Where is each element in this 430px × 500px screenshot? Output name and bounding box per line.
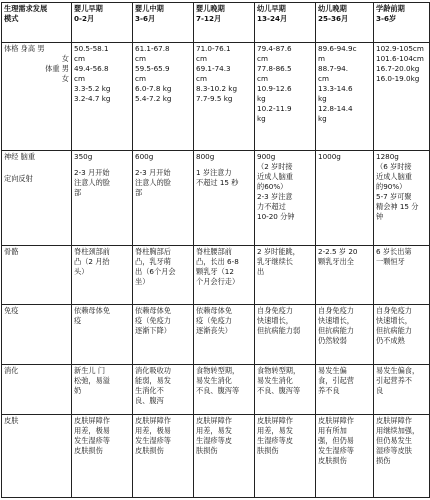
- data-cell: [133, 151, 194, 246]
- cell-line: 10.2-11.9: [257, 104, 292, 114]
- cell-line: 350g: [74, 152, 93, 162]
- cell-line: 易发生偏食，: [376, 365, 420, 375]
- corner-header-cell: [2, 3, 72, 43]
- stage-name: 婴儿中期: [135, 4, 164, 13]
- cell-line: 逐渐下降）: [135, 326, 171, 336]
- cell-line: 良: [376, 385, 384, 395]
- data-cell: [374, 364, 430, 415]
- cell-line: 800g: [196, 152, 215, 162]
- cell-line: 免疫: [4, 306, 19, 316]
- cell-line: 引起营养不: [376, 375, 412, 385]
- cell-line: cm: [257, 74, 268, 84]
- cell-line: 8.3-10.2 kg: [196, 84, 238, 94]
- cell-line: 皮肤屏障作: [257, 416, 293, 426]
- cell-line: 用有所加: [318, 426, 347, 436]
- cell-line: 3.3-5.2 kg: [74, 84, 111, 94]
- cell-line: 皮肤屏障作: [318, 416, 354, 426]
- cell-line: 89.6-94.9c: [318, 44, 357, 54]
- cell-line: 疫（免疫力: [135, 316, 171, 326]
- cell-line: 3.2-4.7 kg: [74, 94, 111, 104]
- cell-line: 88.7-94.: [318, 64, 349, 74]
- cell-line: 定向反射: [4, 174, 33, 184]
- cell-line: 注意人的脸: [135, 178, 171, 188]
- table-row: [2, 415, 430, 498]
- cell-line: 13.3-14.6: [318, 84, 353, 94]
- stage-name: 婴儿晚期: [196, 4, 225, 13]
- row-label-cell: [2, 364, 72, 415]
- cell-line: 发生湿疹等: [318, 446, 354, 456]
- cell-line: 皮肤损伤: [318, 456, 347, 466]
- cell-line: 自身免疫力: [376, 306, 412, 316]
- cell-line: 神经 脑重: [4, 152, 36, 162]
- cell-line: 疫（免疫力: [196, 316, 232, 326]
- cell-line: 仍然较弱: [318, 336, 347, 346]
- cell-line: 但抗病能力弱: [257, 326, 301, 336]
- cell-line: 奶: [74, 385, 82, 395]
- data-cell: [255, 364, 316, 415]
- cell-line: 依赖母体免: [135, 306, 171, 316]
- cell-line: 近成人脑重: [376, 172, 412, 182]
- cell-line: 近成人脑重: [257, 172, 293, 182]
- data-cell: [374, 43, 430, 151]
- cell-line: 1000g: [318, 152, 341, 162]
- data-cell: [194, 305, 255, 364]
- cell-line: 能弱，易发: [135, 375, 171, 385]
- data-cell: [316, 364, 374, 415]
- cell-line: m: [318, 54, 326, 64]
- cell-line: 消化吸收功: [135, 365, 171, 375]
- data-cell: [255, 43, 316, 151]
- cell-line: 坐）: [135, 277, 150, 287]
- data-cell: [316, 246, 374, 305]
- table-row: [2, 151, 430, 246]
- cell-line: 疫: [74, 316, 82, 326]
- cell-line: 生理需求发展: [4, 4, 48, 13]
- cell-line: 5-7 岁可聚: [376, 192, 412, 202]
- cell-line: kg: [318, 114, 327, 124]
- cell-line: 食，引起营: [318, 375, 354, 385]
- cell-line: 注意人的脸: [74, 178, 110, 188]
- cell-line: 易发生偏: [318, 365, 347, 375]
- cell-line: 个月会行走）: [196, 277, 240, 287]
- cell-line: 自身免疫力: [257, 306, 293, 316]
- cell-line: 精会神 15 分: [376, 202, 419, 212]
- cell-line: kg: [257, 114, 266, 124]
- cell-line: 不超过 15 秒: [196, 178, 239, 188]
- cell-line: 5.4-7.2 kg: [135, 94, 172, 104]
- cell-line: 2-3 月开始: [74, 168, 110, 178]
- table-row: [2, 246, 430, 305]
- data-cell: [133, 364, 194, 415]
- cell-line: cm: [135, 54, 146, 64]
- data-cell: [133, 246, 194, 305]
- stage-name: 学龄前期: [376, 4, 405, 13]
- cell-line: 体重 男: [45, 64, 69, 74]
- data-cell: [72, 364, 133, 415]
- cell-line: 力不超过: [257, 202, 286, 212]
- cell-line: 不良、腹泻等: [257, 385, 301, 395]
- cell-line: 皮肤: [4, 416, 19, 426]
- data-cell: [133, 305, 194, 364]
- cell-line: 依赖母体免: [196, 306, 232, 316]
- cell-line: 脊柱胸部后: [135, 247, 171, 257]
- cell-line: 体格 身高 男: [4, 44, 45, 54]
- cell-line: 女: [61, 74, 69, 84]
- cell-line: 用差，极易: [74, 426, 110, 436]
- cell-line: 仍不成熟: [376, 336, 405, 346]
- data-cell: [255, 151, 316, 246]
- cell-line: 皮肤屏障作: [376, 416, 412, 426]
- row-label-cell: [2, 151, 72, 246]
- data-cell: [316, 415, 374, 498]
- cell-line: 良、腹泻: [135, 395, 164, 405]
- stage-name: 幼儿早期: [257, 4, 286, 13]
- cell-line: 2-2.5 岁 20: [318, 247, 358, 257]
- cell-line: 模式: [4, 14, 19, 23]
- cell-line: 生消化不: [135, 385, 164, 395]
- cell-line: 发生湿疹等: [74, 436, 110, 446]
- cell-line: cm: [196, 54, 207, 64]
- cell-line: 2-3 月开始: [135, 168, 171, 178]
- data-cell: [133, 43, 194, 151]
- data-cell: [194, 43, 255, 151]
- data-cell: [316, 305, 374, 364]
- cell-line: 养不良: [318, 385, 340, 395]
- cell-line: 消化: [4, 365, 19, 375]
- data-cell: [194, 364, 255, 415]
- row-label-cell: [2, 43, 72, 151]
- cell-line: 用差，易发: [257, 426, 293, 436]
- cell-line: 颗乳牙（12: [196, 267, 234, 277]
- cell-line: 生湿疹等皮: [257, 436, 293, 446]
- cell-line: 但抗病能力: [318, 326, 354, 336]
- data-cell: [316, 43, 374, 151]
- cell-line: 7.7-9.5 kg: [196, 94, 233, 104]
- stage-header-cell: [72, 3, 133, 43]
- cell-line: kg: [257, 94, 266, 104]
- stage-age-range: 7-12月: [196, 14, 222, 23]
- cell-line: 肤损伤: [257, 446, 279, 456]
- data-cell: [374, 305, 430, 364]
- cell-line: 肤损伤: [196, 446, 218, 456]
- cell-line: 2 岁时能跳，: [257, 247, 300, 257]
- cell-line: 但仍易发生: [376, 436, 412, 446]
- cell-line: 10-20 分钟: [257, 212, 295, 222]
- cell-line: 59.5-65.9: [135, 64, 170, 74]
- data-cell: [255, 415, 316, 498]
- cell-line: 的60%）: [257, 182, 288, 192]
- cell-line: 16.7-20.0kg: [376, 64, 420, 74]
- cell-line: 2-3 岁注意: [257, 192, 293, 202]
- data-cell: [374, 246, 430, 305]
- stage-header-cell: [374, 3, 430, 43]
- cell-line: kg: [318, 94, 327, 104]
- cell-line: 食物转型期，: [257, 365, 301, 375]
- cell-line: 101.6-104cm: [376, 54, 424, 64]
- cell-line: 脊柱腰部前: [196, 247, 232, 257]
- cell-line: 900g: [257, 152, 276, 162]
- stage-age-range: 25-36月: [318, 14, 349, 23]
- development-table: [1, 2, 430, 498]
- cell-line: 颗乳牙出全: [318, 257, 354, 267]
- data-cell: [374, 151, 430, 246]
- cell-line: 600g: [135, 152, 154, 162]
- data-cell: [72, 415, 133, 498]
- cell-line: 出: [257, 267, 265, 277]
- stage-age-range: 0-2月: [74, 14, 95, 23]
- cell-line: 生湿疹等皮: [196, 436, 232, 446]
- cell-line: cm: [257, 54, 268, 64]
- cell-line: 1280g: [376, 152, 399, 162]
- cell-line: 但抗病能力: [376, 326, 412, 336]
- cell-line: cm: [318, 74, 329, 84]
- stage-age-range: 3-6岁: [376, 14, 397, 23]
- cell-line: 自身免疫力: [318, 306, 354, 316]
- stage-age-range: 3-6月: [135, 14, 156, 23]
- cell-line: 一颗恒牙: [376, 257, 405, 267]
- cell-line: 49.4-56.8: [74, 64, 109, 74]
- cell-line: 出（6个月会: [135, 267, 176, 277]
- cell-line: 10.9-12.6: [257, 84, 292, 94]
- data-cell: [133, 415, 194, 498]
- cell-line: 松弛，易溢: [74, 375, 110, 385]
- cell-line: 易发生消化: [196, 375, 232, 385]
- table-row: [2, 364, 430, 415]
- cell-line: 102.9-105cm: [376, 44, 424, 54]
- cell-line: 部: [135, 188, 143, 198]
- cell-line: 女: [61, 54, 69, 64]
- cell-line: （6 岁时接: [376, 162, 412, 172]
- stage-header-cell: [255, 3, 316, 43]
- cell-line: 快速增长，: [257, 316, 293, 326]
- table-row: [2, 43, 430, 151]
- cell-line: 用继续加强，: [376, 426, 420, 436]
- cell-line: 凸（2 月抬: [74, 257, 110, 267]
- stage-header-cell: [194, 3, 255, 43]
- stage-age-range: 13-24月: [257, 14, 288, 23]
- cell-line: 发生湿疹等: [135, 436, 171, 446]
- cell-line: 骨骼: [4, 247, 19, 257]
- cell-line: （2 岁时接: [257, 162, 293, 172]
- data-cell: [72, 305, 133, 364]
- data-cell: [255, 246, 316, 305]
- cell-line: 强，但仍易: [318, 436, 354, 446]
- cell-line: 79.4-87.6: [257, 44, 292, 54]
- data-cell: [72, 246, 133, 305]
- cell-line: 不良、腹泻等: [196, 385, 240, 395]
- cell-line: 脊柱颈部前: [74, 247, 110, 257]
- cell-line: 用差，易发: [196, 426, 232, 436]
- cell-line: 77.8-86.5: [257, 64, 292, 74]
- row-label-cell: [2, 246, 72, 305]
- cell-line: 凸，乳牙萌: [135, 257, 171, 267]
- data-cell: [194, 415, 255, 498]
- cell-line: 16.0-19.0kg: [376, 74, 420, 84]
- stage-header-cell: [316, 3, 374, 43]
- cell-line: 用差，极易: [135, 426, 171, 436]
- cell-line: 钟: [376, 212, 384, 222]
- stage-name: 幼儿晚期: [318, 4, 347, 13]
- cell-line: 易发生消化: [257, 375, 293, 385]
- cell-line: 食物转型期，: [196, 365, 240, 375]
- cell-line: cm: [196, 74, 207, 84]
- cell-line: 50.5-58.1: [74, 44, 109, 54]
- cell-line: 乳牙继续长: [257, 257, 293, 267]
- cell-line: 新生儿 门: [74, 365, 106, 375]
- data-cell: [255, 305, 316, 364]
- cell-line: 皮肤屏障作: [74, 416, 110, 426]
- cell-line: 皮肤损伤: [135, 446, 164, 456]
- cell-line: 湿疹等皮肤: [376, 446, 412, 456]
- data-cell: [316, 151, 374, 246]
- data-cell: [374, 415, 430, 498]
- cell-line: 依赖母体免: [74, 306, 110, 316]
- stage-name: 婴儿早期: [74, 4, 103, 13]
- cell-line: 6.0-7.8 kg: [135, 84, 172, 94]
- cell-line: 快速增长，: [318, 316, 354, 326]
- cell-line: 皮肤损伤: [74, 446, 103, 456]
- stage-header-cell: [133, 3, 194, 43]
- data-cell: [194, 151, 255, 246]
- data-cell: [72, 151, 133, 246]
- cell-line: 1 岁注意力: [196, 168, 232, 178]
- cell-line: 逐渐丧失）: [196, 326, 232, 336]
- cell-line: 61.1-67.8: [135, 44, 170, 54]
- cell-line: 71.0-76.1: [196, 44, 231, 54]
- cell-line: 的90%）: [376, 182, 407, 192]
- cell-line: 头）: [74, 267, 89, 277]
- cell-line: 12.8-14.4: [318, 104, 353, 114]
- data-cell: [194, 246, 255, 305]
- row-label-cell: [2, 305, 72, 364]
- cell-line: 皮肤屏障作: [135, 416, 171, 426]
- cell-line: 损伤: [376, 456, 391, 466]
- table-row: [2, 305, 430, 364]
- row-label-cell: [2, 415, 72, 498]
- cell-line: cm: [135, 74, 146, 84]
- cell-line: 凸，长出 6-8: [196, 257, 239, 267]
- cell-line: 69.1-74.3: [196, 64, 231, 74]
- cell-line: 快速增长，: [376, 316, 412, 326]
- cell-line: cm: [74, 74, 85, 84]
- cell-line: 6 岁长出第: [376, 247, 412, 257]
- header-row: [2, 3, 430, 43]
- cell-line: 部: [74, 188, 82, 198]
- cell-line: 皮肤屏障作: [196, 416, 232, 426]
- cell-line: cm: [74, 54, 85, 64]
- data-cell: [72, 43, 133, 151]
